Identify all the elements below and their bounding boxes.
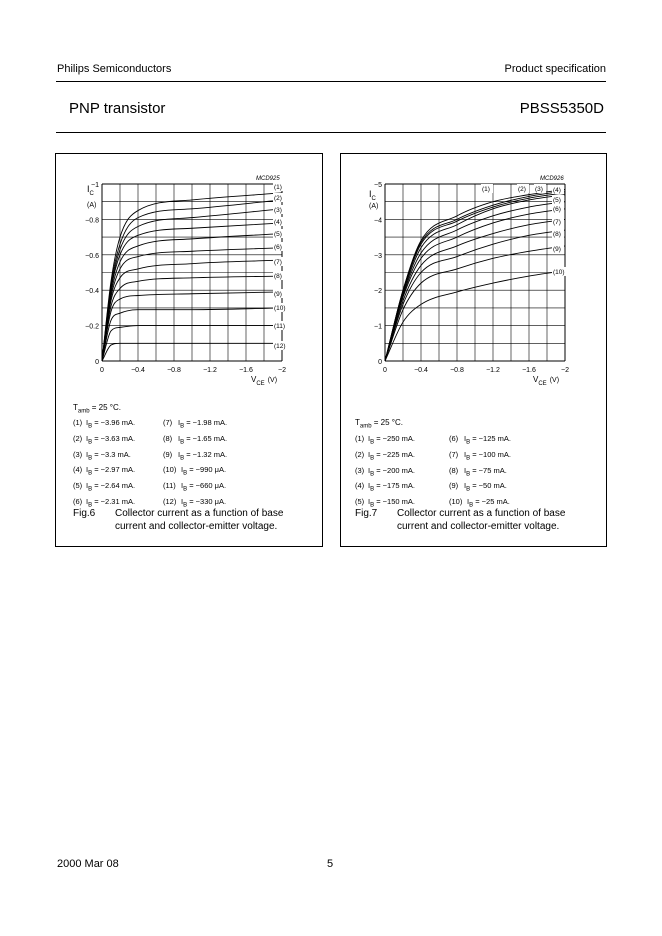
- y-tick-label: −0.4: [85, 288, 99, 296]
- curve-label-2: [273, 193, 285, 202]
- chart-code: MCD926: [540, 176, 564, 182]
- chart-grid: [102, 184, 282, 361]
- legend-item: (7) $I_B = -100$ mA.: [449, 449, 511, 462]
- curve-label-11: [273, 321, 288, 330]
- temperature-condition: $T_{amb} = 25$ °C.: [355, 418, 403, 430]
- curve-label-5: [273, 229, 285, 238]
- x-axis-label: $V_{CE}$ (V): [533, 375, 560, 387]
- legend-item: (5) $I_B = -2.64$ mA.: [73, 481, 136, 493]
- x-tick-label: −0.8: [167, 367, 181, 374]
- curve-label-6: [552, 204, 564, 213]
- curve-label-text: (4): [553, 187, 561, 194]
- curve-label-text: (1): [274, 184, 282, 191]
- temperature-condition: $T_{amb} = 25$ °C.: [73, 403, 121, 415]
- legend-item: (8) $I_B = -1.65$ mA.: [163, 433, 228, 446]
- x-axis-label: $V_{CE}$ (V): [251, 375, 278, 387]
- y-tick-label: −5: [374, 182, 382, 189]
- curve-label-6: [273, 242, 285, 251]
- curve-label-9: [552, 244, 564, 253]
- caption-label: Fig.6: [73, 508, 96, 519]
- curve-label-text: (11): [274, 323, 286, 330]
- legend-right-column: [163, 417, 303, 512]
- curve-label-text: (8): [553, 231, 561, 238]
- curve-label-text: (2): [274, 195, 282, 202]
- y-tick-label: −4: [374, 217, 382, 225]
- curve-label-text: (6): [553, 206, 561, 213]
- figure-7-box: [340, 153, 607, 547]
- curve-label-3: [273, 205, 285, 214]
- curve-label-8: [273, 271, 285, 280]
- curve-label-text: (9): [274, 291, 282, 298]
- header-company: Philips Semiconductors: [57, 63, 172, 75]
- legend-item: (9) $I_B = -50$ mA.: [449, 481, 507, 493]
- curve-label-2: [517, 184, 529, 193]
- x-tick-label: 0: [383, 367, 387, 374]
- figure-6-caption: [73, 507, 323, 533]
- footer-date: 2000 Mar 08: [57, 858, 119, 870]
- figure-6-box: [55, 153, 323, 547]
- curve-label-text: (2): [518, 186, 526, 193]
- curve-label-4: [273, 217, 285, 226]
- curve-label-1: [273, 182, 285, 191]
- curve-label-1: [481, 184, 493, 193]
- x-tick-label: −0.4: [131, 367, 145, 374]
- y-axis-unit: (A): [87, 202, 97, 209]
- legend-item: (9) $I_B = -1.32$ mA.: [163, 449, 228, 462]
- legend-item: (3) $I_B = -3.3$ mA.: [73, 449, 131, 462]
- x-tick-label: −1.2: [203, 367, 217, 374]
- legend-item: (10) $I_B = -990$ μA.: [163, 465, 227, 477]
- legend-item: (2) $I_B = -225$ mA.: [355, 449, 415, 462]
- y-tick-label: −0.6: [85, 252, 99, 260]
- x-tick-label: −1.6: [239, 367, 253, 374]
- curve-label-8: [552, 229, 564, 238]
- chart-curve-labels: [273, 182, 288, 350]
- x-tick-label: −2: [561, 367, 569, 374]
- legend-item: (7) $I_B = -1.98$ mA.: [163, 418, 228, 430]
- x-tick-label: 0: [100, 367, 104, 374]
- header-doc-type: Product specification: [504, 63, 606, 75]
- figure-7-chart: [341, 154, 606, 394]
- curve-label-text: (9): [553, 246, 561, 253]
- caption-text: Collector current as a function of base current and collector-emitter voltage.: [115, 508, 284, 532]
- legend-item: (6) $I_B = -2.31$ mA.: [73, 496, 136, 509]
- y-tick-label: −2: [374, 288, 382, 296]
- y-tick-label: −3: [374, 252, 382, 260]
- curve-label-text: (4): [274, 219, 282, 226]
- y-axis-label: $I_C$: [87, 184, 94, 197]
- y-tick-label: −0.2: [85, 323, 99, 331]
- legend-item: (10) $I_B = -25$ mA.: [449, 497, 510, 509]
- curve-label-text: (10): [553, 269, 565, 276]
- caption-label: Fig.7: [355, 508, 378, 519]
- legend-item: (3) $I_B = -200$ mA.: [355, 465, 415, 478]
- curve-label-text: (1): [482, 186, 490, 193]
- curve-label-text: (12): [274, 343, 286, 350]
- legend-item: (4) $I_B = -2.97$ mA.: [73, 465, 136, 477]
- curve-label-text: (5): [553, 197, 561, 204]
- curve-label-text: (7): [274, 259, 282, 266]
- curve-label-12: [273, 341, 288, 350]
- chart-code: MCD925: [256, 176, 280, 182]
- curve-label-9: [273, 289, 285, 298]
- x-tick-label: −0.8: [450, 367, 464, 374]
- y-tick-label: −1: [91, 182, 99, 189]
- product-type-title: PNP transistor: [69, 100, 166, 117]
- curve-label-text: (6): [274, 244, 282, 251]
- curve-label-text: (5): [274, 231, 282, 238]
- title-rule: [56, 132, 606, 133]
- y-axis-label: $I_C$: [369, 189, 376, 202]
- legend-item: (1) $I_B = -250$ mA.: [355, 434, 415, 446]
- legend-item: (8) $I_B = -75$ mA.: [449, 465, 507, 478]
- y-tick-label: −0.8: [85, 217, 99, 225]
- part-number-title: PBSS5350D: [519, 100, 604, 117]
- legend-item: (6) $I_B = -125$ mA.: [449, 434, 511, 446]
- legend-item: (5) $I_B = -150$ mA.: [355, 497, 415, 509]
- legend-item: (1) $I_B = -3.96$ mA.: [73, 418, 136, 430]
- curve-label-5: [552, 195, 564, 204]
- curve-label-10: [552, 267, 567, 276]
- curve-label-10: [273, 303, 288, 312]
- x-tick-label: −0.4: [414, 367, 428, 374]
- page-number: 5: [327, 858, 334, 870]
- x-tick-label: −2: [278, 367, 286, 374]
- y-tick-label: 0: [95, 359, 99, 366]
- curve-label-text: (10): [274, 305, 286, 312]
- y-tick-label: 0: [378, 359, 382, 366]
- chart-grid: [385, 184, 565, 361]
- curve-label-4: [552, 185, 564, 194]
- x-tick-label: −1.6: [522, 367, 536, 374]
- curve-label-7: [273, 257, 285, 266]
- legend-item: (2) $I_B = -3.63$ mA.: [73, 433, 136, 446]
- x-tick-label: −1.2: [486, 367, 500, 374]
- curve-label-text: (7): [553, 219, 561, 226]
- curve-label-7: [552, 217, 564, 226]
- curve-label-text: (3): [274, 207, 282, 214]
- legend-item: (4) $I_B = -175$ mA.: [355, 481, 415, 493]
- legend-item: (11) $I_B = -660$ μA.: [163, 481, 227, 493]
- figure-6-chart: [56, 154, 322, 394]
- y-axis-unit: (A): [369, 203, 379, 210]
- curve-label-text: (8): [274, 273, 282, 280]
- figure-7-caption: [355, 507, 605, 533]
- curve-label-text: (3): [535, 186, 543, 193]
- y-tick-label: −1: [374, 323, 382, 331]
- caption-text: Collector current as a function of base current and collector-emitter voltage.: [397, 508, 566, 532]
- header-rule: [56, 81, 606, 82]
- curve-label-3: [534, 184, 546, 193]
- legend-right-column: [449, 433, 589, 512]
- legend-item: (12) $I_B = -330$ μA.: [163, 496, 227, 509]
